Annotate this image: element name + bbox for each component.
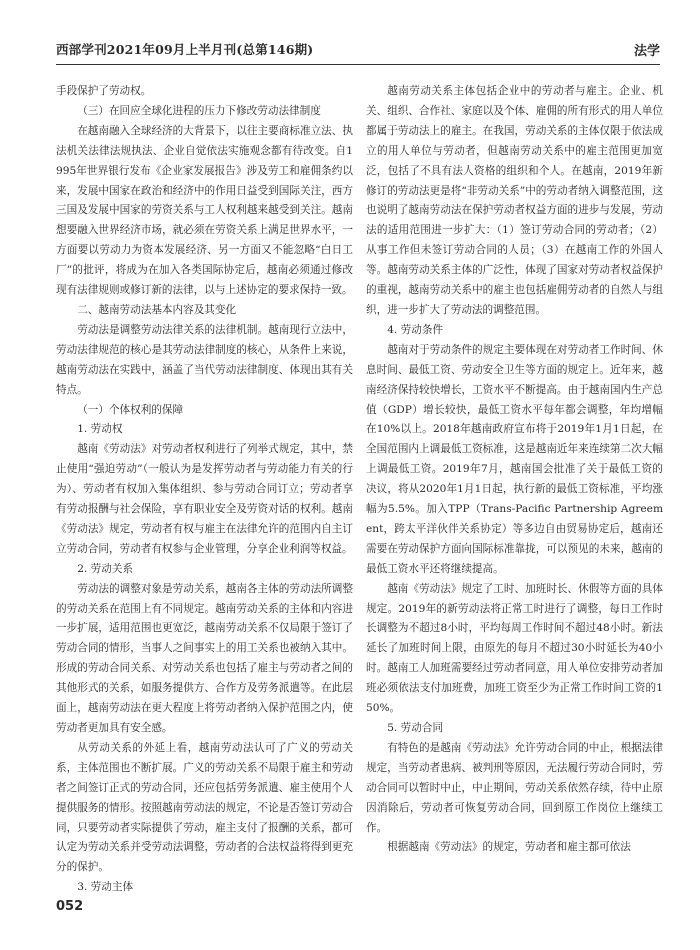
paragraph: 手段保护了劳动权。 [56, 85, 152, 97]
running-header [56, 40, 660, 62]
paragraph: 劳动法的调整对象是劳动关系，越南各主体的劳动法所调整的劳动关系在范围上有不同规定。越南劳动关系的主体和内容进一步扩展，适用范围也更宽泛，越南劳动关系不仅局限于签订了劳动合同的情形，当事人之间事实上的用工关系也被纳入其中。形成的劳动合同关系、对劳动关系也包括了雇主与劳动者之间的其他形式的关系，如服务提供方、合作方及劳务派遣等。在此层面上，越南劳动法在更大程度上将劳动者纳入保护范围之内，使劳动者更加具有安全感。 [56, 582, 353, 734]
paragraph: 从劳动关系的外延上看，越南劳动法认可了广义的劳动关系，主体范围也不断扩展。广义的劳动关系不局限于雇主和劳动者之间签订正式的劳动合同，还应包括劳务派遣、雇主使用个人提供服务的情形。按照越南劳动法的规定，不论是否签订劳动合同，只要劳动者实际提供了劳动，雇主支付了报酬的关系，都可认定为劳动关系并受劳动法调整，劳动者的合法权益将得到更充分的保护。 [56, 741, 353, 874]
paragraph: 2. 劳动关系 [77, 562, 134, 575]
section-label: 法学 [633, 44, 660, 59]
page-number: 052 [56, 899, 84, 914]
header-divider [56, 64, 660, 65]
journal-issue-label: 西部学刊2021年09月上半月刊(总第146期) [56, 42, 314, 57]
paragraph: 5. 劳动合同 [387, 722, 444, 734]
paragraph: 有特色的是越南《劳动法》允许劳动合同的中止，根据法律规定，当劳动者患病、被判刑等原因，无法履行劳动合同时，劳动合同可以暂时中止，中止期间，劳动关系依然存续，待中止原因消除后，劳动者可恢复劳动合同，回到原工作岗位上继续工作。 [366, 741, 663, 834]
paragraph: 在越南融入全球经济的大背景下，以往主要商标准立法、执法机关法律法规执法、企业自觉依法实施观念都有待改变。自1995年世界银行发布《企业家发展报告》涉及劳工和雇佣条约以来，发展中国家在政治和经济中的作用日益受到国际关注，西方三国及发展中国家的劳资关系与工人权利越来越受到关注。越南想要融入世界经济市场，就必须在劳资关系上满足世界水平，一方面要以劳动力为资本发展经济、另一方面又不能忽略“白日工厂”的批评，将成为在加入各类国际协定后，越南必须通过修改现有法律规则或修订新的法律，以与上述协定的要求保持一致。 [56, 124, 353, 297]
paragraph: 越南对于劳动条件的规定主要体现在对劳动者工作时间、休息时间、最低工资、劳动安全卫生等方面的规定上。近年来，越南经济保持较快增长，工资水平不断提高。由于越南国内生产总值（GDP）增长较快，最低工资水平每年都会调整，年均增幅在10%以上。2018年越南政府宣布将于2019年1月1日起，在全国范围内上调最低工资标准，这是越南近年来连续第二次大幅上调最低工资。2019年7月，越南国会批准了关于最低工资的决议，将从2020年1月1日起，执行新的最低工资标准，平均涨幅为5.5%。加入TPP（Trans-Pacific Partnership Agreement，跨太平洋伙伴关系协定）等多边自由贸易协定后，越南还需要在劳动保护方面向国际标准靠拢，可以预见的未来，越南的最低工资水平还将继续提高。 [366, 343, 663, 575]
paragraph: 越南劳动关系主体包括企业中的劳动者与雇主。企业、机关、组织、合作社、家庭以及个体、雇佣的所有形式的用人单位都属于劳动法上的雇主。在我国，劳动关系的主体仅限于依法成立的用人单位与劳动者，但越南劳动关系中的雇主范围更加宽泛，包括了不具有法人资格的组织和个人。在越南，2019年新修订的劳动法更是将“非劳动关系”中的劳动者纳入调整范围，这也说明了越南劳动法在保护劳动者权益方面的进步与发展，劳动法的适用范围进一步扩大：（1）签订劳动合同的劳动者；（2）从事工作但未签订劳动合同的人员；（3）在越南工作的外国人等。越南劳动关系主体的广泛性，体现了国家对劳动者权益保护的重视，越南劳动关系中的雇主也包括雇佣劳动者的自然人与组织，进一步扩大了劳动法的调整范围。 [366, 85, 663, 316]
paragraph: 劳动法是调整劳动法律关系的法律机制。越南现行立法中，劳动法律规范的核心是其劳动法律制度的核心，从条件上来说，越南劳动法在实践中，涵盖了当代劳动法律制度、体现出其有关特点。 [56, 323, 353, 396]
paragraph: （三）在回应全球化进程的压力下修改劳动法律制度 [77, 104, 321, 117]
paragraph: 越南《劳动法》对劳动者权利进行了列举式规定，其中，禁止使用“强迫劳动”（一般认为是发挥劳动者与劳动能力有关的行为）、劳动者有权加入集体组织、参与劳动合同订立；劳动者享有劳动报酬与社会保险，享有职业安全及劳资对话的权利。越南《劳动法》规定，劳动者有权与雇主在法律允许的范围内自主订立劳动合同，劳动者有权参与企业管理，分享企业利润等权益。 [56, 443, 353, 555]
paragraph: （一）个体权利的保障 [77, 403, 184, 416]
paragraph: 越南《劳动法》规定了工时、加班时长、休假等方面的具体规定。2019年的新劳动法将正常工时进行了调整，每日工作时长调整为不超过8小时，平均每周工作时间不超过48小时。新法延长了加班时间上限，由原先的每月不超过30小时延长为40小时。越南工人加班需要经过劳动者同意，用人单位安排劳动者加班必须依法支付加班费，加班工资至少为正常工作时间工资的150%。 [366, 582, 663, 715]
paragraph: 二、越南劳动法基本内容及其变化 [77, 303, 237, 316]
paragraph: 1. 劳动权 [77, 423, 123, 436]
left-column [56, 82, 353, 898]
paragraph: 根据越南《劳动法》的规定，劳动者和雇主都可依法 [387, 841, 631, 854]
paragraph: 3. 劳动主体 [77, 881, 134, 894]
right-column [366, 82, 663, 858]
paragraph: 4. 劳动条件 [387, 323, 444, 336]
